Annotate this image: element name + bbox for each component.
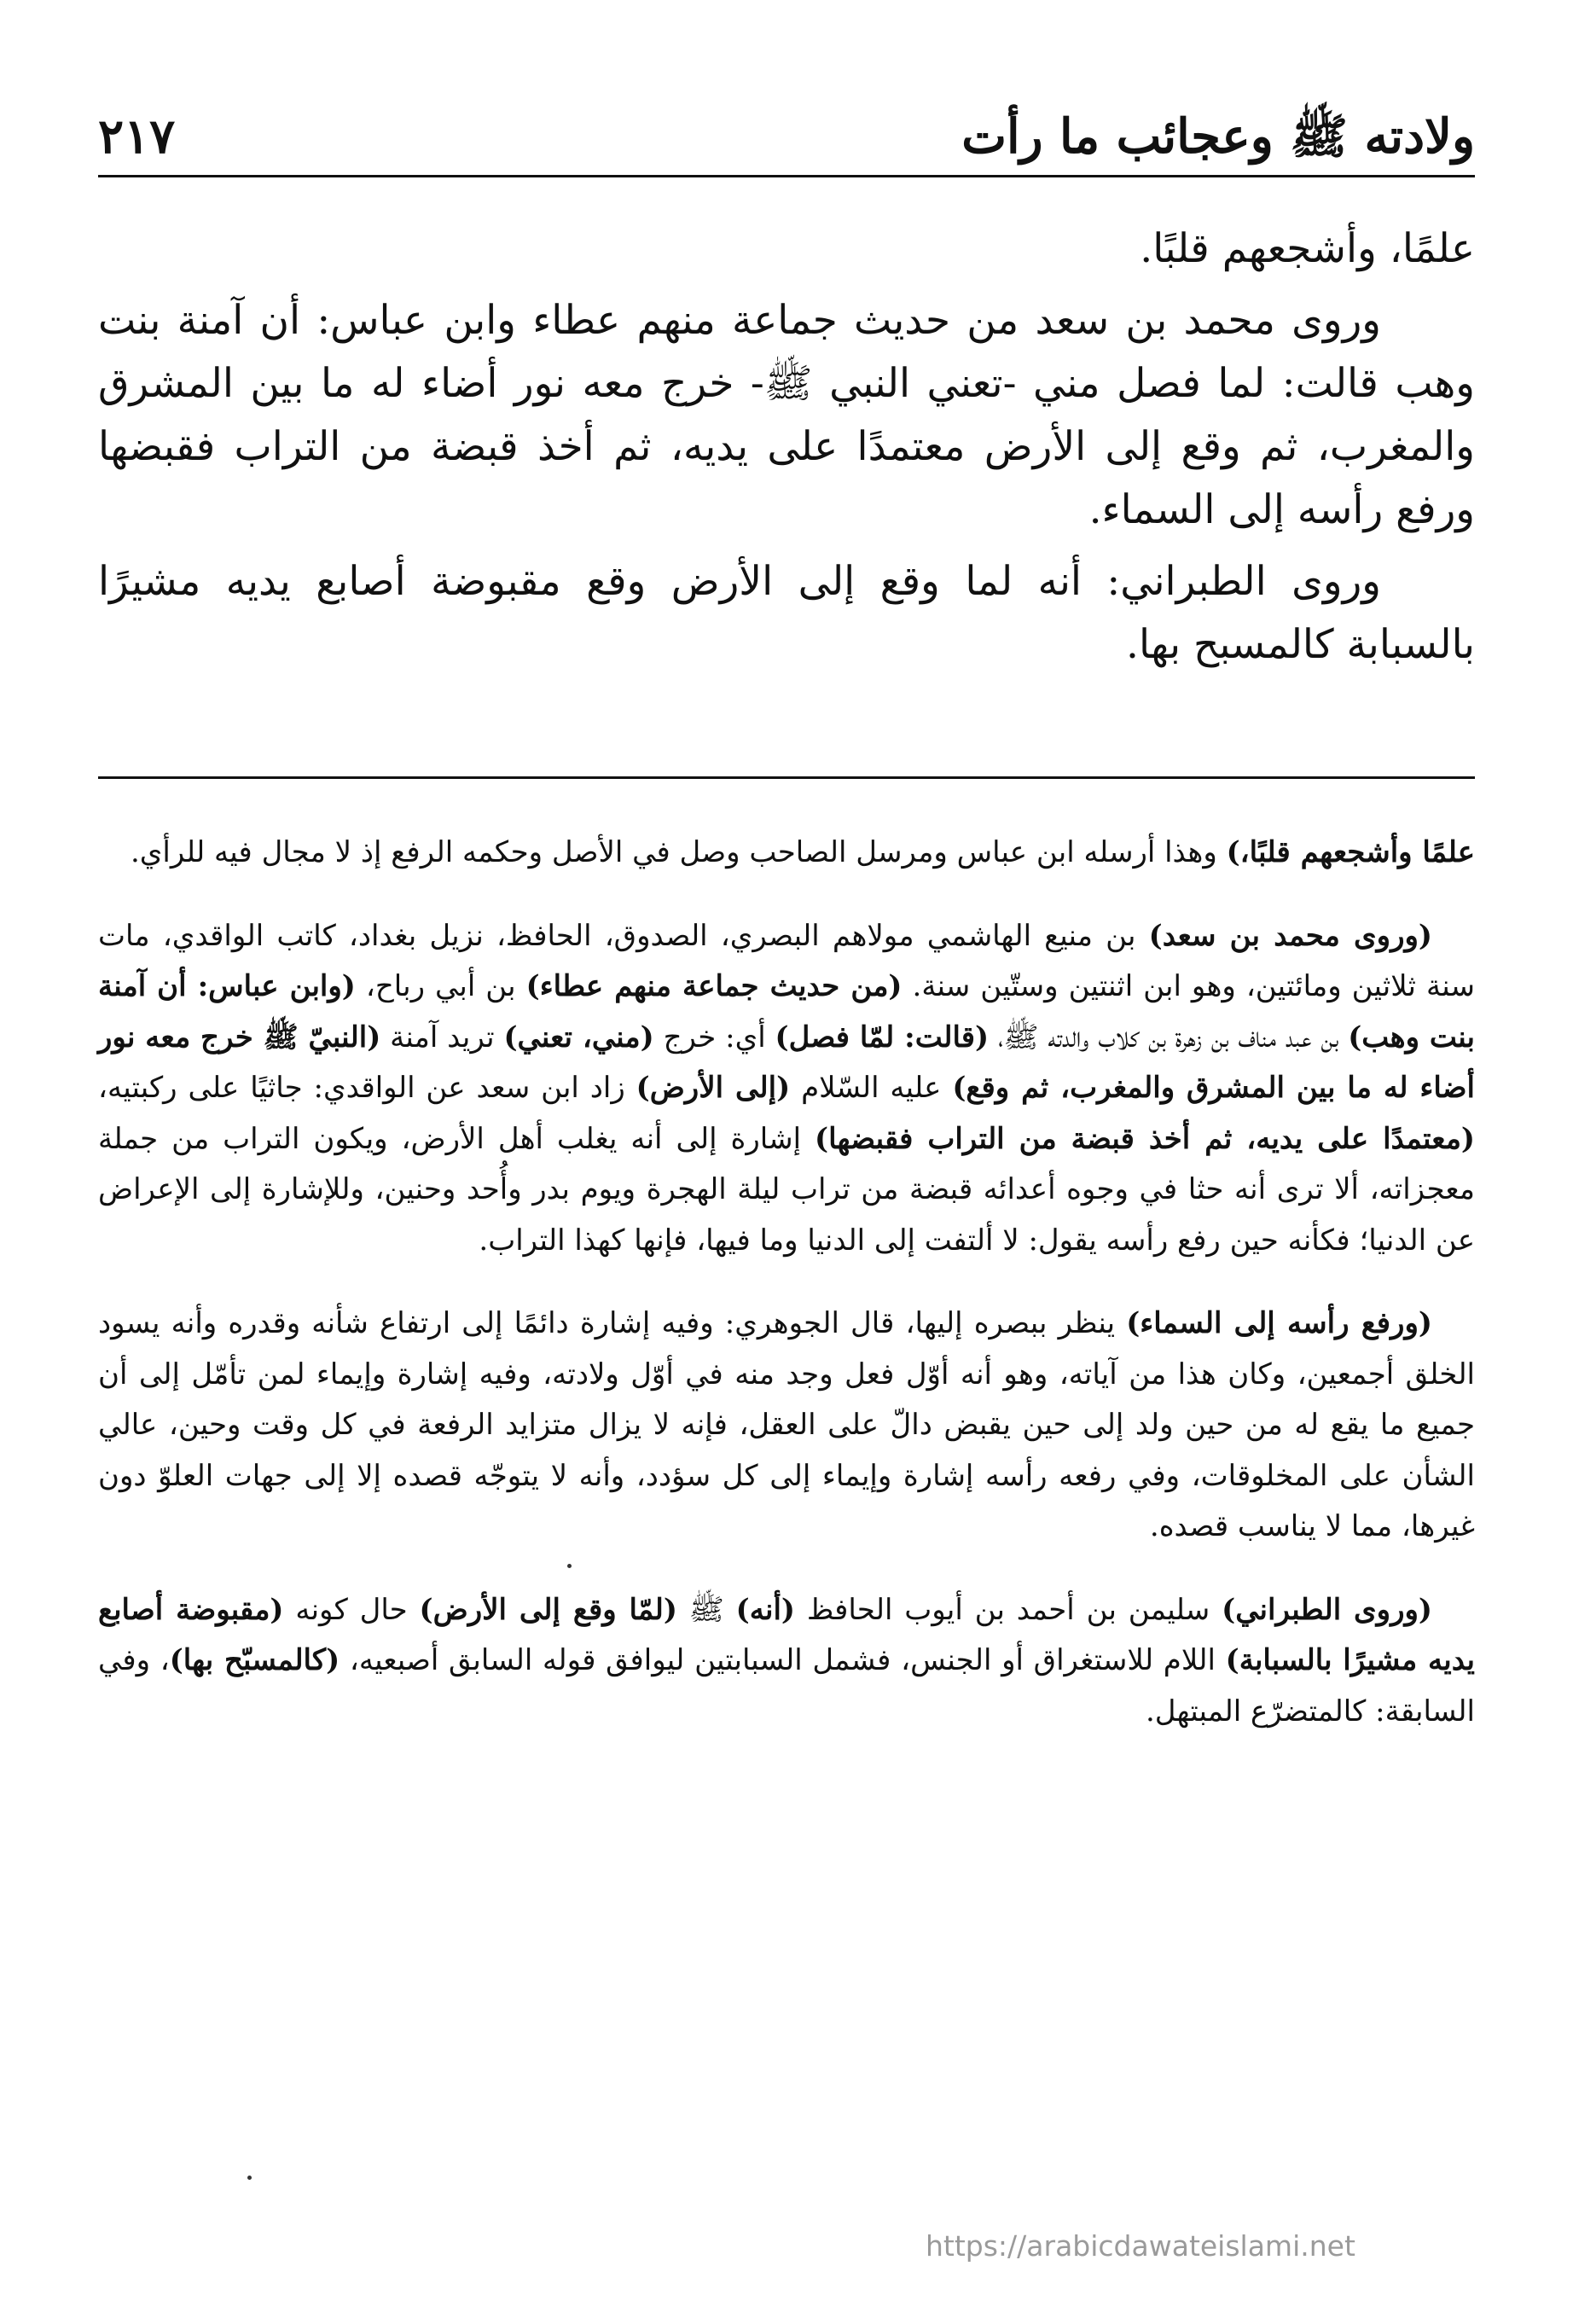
main-paragraph-1: علمًا، وأشجعهم قلبًا. — [1140, 225, 1475, 272]
commentary-text: أي: خرج — [653, 1020, 775, 1055]
commentary-text: عليه السّلام — [790, 1071, 953, 1105]
commentary-paragraph-1 — [98, 828, 1475, 879]
commentary-text: ﷺ — [676, 1592, 736, 1627]
main-text — [98, 218, 1475, 685]
commentary-text: بن عبد مناف بن زهرة بن كلاب والدته ﷺ، — [989, 1020, 1349, 1055]
main-paragraph-3: وروى الطبراني: أنه لما وقع إلى الأرض وقع مقبوضة أصابع يديه مشيرًا بالسبابة كالمسبح بها. — [98, 558, 1475, 668]
quoted-text: (قالت: لمّا فصل) — [775, 1020, 990, 1055]
commentary-text: زاد ابن سعد عن الواقدي: جاثيًا على ركبتيه، — [98, 1071, 636, 1105]
quoted-text: (ورفع رأسه إلى السماء) — [1126, 1306, 1432, 1340]
quoted-text: (معتمدًا على يديه، ثم أخذ قبضة من التراب فقبضها) — [815, 1121, 1475, 1156]
scan-speck — [247, 2176, 252, 2180]
commentary-text: سليمن بن أحمد بن أيوب الحافظ — [794, 1592, 1222, 1627]
commentary-text: ينظر ببصره إليها، قال الجوهري: وفيه إشارة دائمًا إلى ارتفاع شأنه وقدره وأنه يسود الخلق أجمعين، وكان هذا من آياته، وهو أنه أوّل فعل وجد منه في أوّل ولادته، وفيه إشارة وإيماء لمن تأمّل إلى أن جميع ما يقع له من حين ولد إلى حين يقبض دالّ على العقل، فإنه لا يزال متزايد الرفعة في كل وقت وحين، عالي الشأن على المخلوقات، وفي رفعه رأسه إشارة وإيماء إلى كل سؤدد، وأنه لا يتوجّه قصده إلا إلى جهات العلوّ دون غيرها، مما لا يناسب قصده. — [98, 1306, 1475, 1543]
quoted-text: (من حديث جماعة منهم عطاء) — [525, 969, 903, 1003]
quoted-text: (كالمسبّح بها) — [169, 1643, 340, 1677]
running-title: ولادته ﷺ وعجائب ما رأت — [961, 108, 1475, 165]
commentary-paragraph-2 — [98, 911, 1475, 1267]
page-header — [98, 102, 1475, 171]
quoted-text: (وروى محمد بن سعد) — [1148, 918, 1432, 953]
commentary-text: بن منيع الهاشمي مولاهم البصري، الصدوق، الحافظ، نزيل بغداد، كاتب الواقدي، مات سنة ثلاثين ومائتين، وهو ابن اثنتين وستّين سنة. — [98, 918, 1475, 1003]
header-rule — [98, 175, 1475, 177]
commentary-paragraph-4 — [98, 1585, 1475, 1738]
commentary-text: اللام للاستغراق أو الجنس، فشمل السبابتين ليوافق قوله السابق أصبعيه، — [340, 1643, 1226, 1677]
commentary-text: حال كونه — [283, 1592, 420, 1627]
commentary-text: وهذا أرسله ابن عباس ومرسل الصاحب وصل في الأصل وحكمه الرفع إذ لا مجال فيه للرأي. — [131, 835, 1227, 869]
commentary-text: ، وفي السابقة: كالمتضرّع المبتهل. — [98, 1643, 1475, 1728]
commentary-text: إشارة إلى أنه يغلب أهل الأرض، ويكون التراب من جملة معجزاته، ألا ترى أنه حثا في وجوه أعدائه قبضة من تراب ليلة الهجرة ويوم بدر وأُحد وحنين، وللإشارة إلى الإعراض عن الدنيا؛ فكأنه حين رفع رأسه يقول: لا ألتفت إلى الدنيا وما فيها، فإنها كهذا التراب. — [98, 1121, 1475, 1258]
scan-speck — [567, 1564, 572, 1568]
commentary-divider — [98, 776, 1475, 779]
quoted-text: (مقبوضة أصابع يديه مشيرًا بالسبابة) — [98, 1592, 1476, 1677]
quoted-text: (وروى الطبراني) — [1222, 1592, 1432, 1627]
quoted-text: علمًا وأشجعهم قلبًا،) — [1226, 835, 1475, 869]
quoted-text: (النبيّ ﷺ خرج معه نور أضاء له ما بين المشرق والمغرب، ثم وقع) — [98, 1020, 1475, 1105]
main-paragraph-2: وروى محمد بن سعد من حديث جماعة منهم عطاء وابن عباس: أن آمنة بنت وهب قالت: لما فصل مني -تعني النبي ﷺ- خرج معه نور أضاء له ما بين المشرق والمغرب، ثم وقع إلى الأرض معتمدًا على يديه، ثم أخذ قبضة من التراب فقبضها ورفع رأسه إلى السماء. — [98, 297, 1475, 533]
commentary-text: تريد آمنة — [380, 1020, 504, 1055]
watermark: https://arabicdawateislami.net — [926, 2229, 1355, 2263]
quoted-text: (إلى الأرض) — [636, 1071, 791, 1105]
quoted-text: (مني، تعني) — [503, 1020, 654, 1055]
quoted-text: (لمّا وقع إلى الأرض) — [419, 1592, 677, 1627]
quoted-text: (وابن عباس: أن آمنة بنت وهب) — [98, 969, 1475, 1055]
quoted-text: (أنه) — [735, 1592, 795, 1627]
commentary-text: بن أبي رباح، — [355, 969, 526, 1003]
commentary-paragraph-3 — [98, 1299, 1475, 1553]
commentary — [98, 828, 1475, 1769]
page-number: ٢١٧ — [98, 108, 176, 165]
